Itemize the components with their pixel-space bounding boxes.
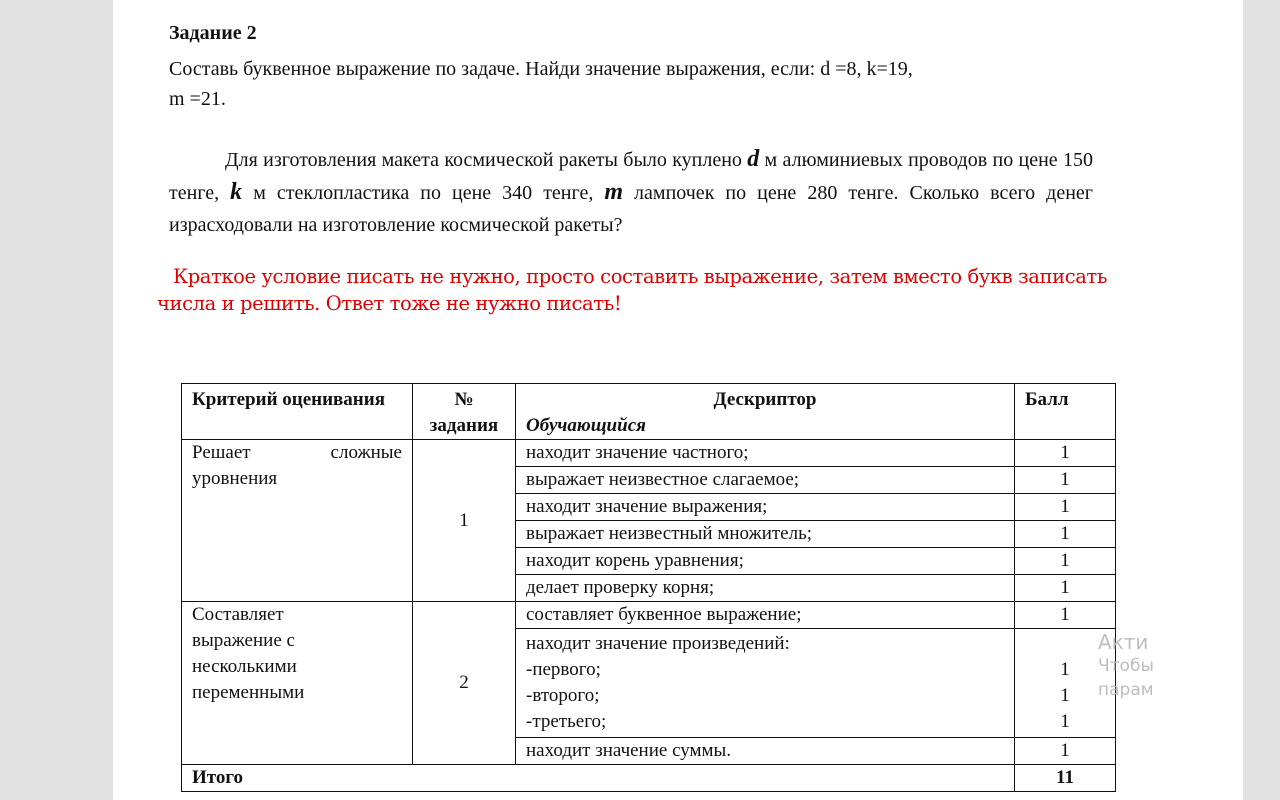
right-scrollbar-track[interactable]	[1243, 0, 1280, 800]
descriptor-cell: делает проверку корня;	[516, 575, 1015, 602]
problem-part-3: м стеклопластика по цене 340 тенге,	[242, 182, 605, 204]
total-score: 11	[1015, 765, 1116, 792]
descriptor-cell: находит значение суммы.	[516, 738, 1015, 765]
document-page	[113, 0, 1243, 800]
criterion-2-line: выражение с	[192, 630, 295, 651]
score-line: 1	[1060, 711, 1070, 732]
score-cell: 1	[1015, 440, 1116, 467]
task-instruction	[169, 54, 1069, 114]
task-instruction-line1: Составь буквенное выражение по задаче. Найди значение выражения, если: d =8, k=19,	[169, 58, 913, 80]
task-instruction-line2: m =21.	[169, 88, 226, 110]
table-header-row	[182, 384, 1116, 440]
criterion-2-line: Составляет	[192, 604, 284, 625]
left-gutter	[0, 0, 113, 800]
score-cell: 1	[1015, 738, 1116, 765]
criterion-2-line: несколькими	[192, 656, 297, 677]
watermark-line3: парам	[1098, 680, 1154, 700]
score-cell: 1	[1015, 521, 1116, 548]
descriptor-cell: находит значение выражения;	[516, 494, 1015, 521]
table-row	[182, 440, 1116, 467]
score-cell: 1	[1015, 467, 1116, 494]
problem-part-4: лампочек по цене 280 тенге. Сколько всего денег израсходовали на изготовление космической ракеты?	[169, 182, 1094, 236]
descriptor-cell: находит значение частного;	[516, 440, 1015, 467]
grading-table	[181, 383, 1116, 792]
table-total-row	[182, 765, 1116, 792]
task-title: Задание 2	[169, 22, 257, 44]
variable-k: k	[230, 179, 243, 205]
warning-note: Краткое условие писать не нужно, просто составить выражение, затем вместо букв записать числа и решить. Ответ тоже не нужно писать!	[157, 265, 1108, 315]
criterion-2-line: переменными	[192, 682, 305, 703]
descriptor-line: -первого;	[526, 659, 601, 680]
problem-part-2: м алюминиевых проводов по цене 150 тенге,	[169, 149, 1094, 204]
header-criterion: Критерий оценивания	[182, 384, 413, 440]
header-task-no: № задания	[413, 384, 516, 440]
descriptor-cell: составляет буквенное выражение;	[516, 602, 1015, 629]
header-score: Балл	[1015, 384, 1116, 440]
criterion-1	[182, 440, 413, 602]
criterion-1-text: Решает сложные уровнения	[192, 442, 402, 489]
problem-part-1: Для изготовления макета космической ракеты было куплено	[225, 149, 748, 171]
score-cell: 1	[1015, 494, 1116, 521]
descriptor-line: -второго;	[526, 685, 600, 706]
total-label: Итого	[182, 765, 1015, 792]
task-no-1: 1	[413, 440, 516, 602]
score-cell: 1	[1015, 575, 1116, 602]
variable-d: d	[747, 146, 760, 172]
watermark-line1: Акти	[1098, 630, 1149, 654]
descriptor-cell-products	[516, 629, 1015, 738]
problem-text	[169, 143, 1093, 241]
task-no-2: 2	[413, 602, 516, 765]
descriptor-cell: находит корень уравнения;	[516, 548, 1015, 575]
header-descriptor-cell	[516, 384, 1015, 440]
descriptor-line: -третьего;	[526, 711, 607, 732]
score-line: 1	[1060, 659, 1070, 680]
score-line: 1	[1060, 685, 1070, 706]
score-cell: 1	[1015, 602, 1116, 629]
score-cell: 1	[1015, 548, 1116, 575]
descriptor-cell: выражает неизвестное слагаемое;	[516, 467, 1015, 494]
descriptor-line: находит значение произведений:	[526, 633, 790, 654]
header-descriptor: Дескриптор	[713, 389, 817, 410]
watermark-line2: Чтобы	[1098, 656, 1154, 676]
header-learner: Обучающийся	[526, 415, 646, 436]
activation-watermark	[1098, 630, 1154, 702]
descriptor-cell: выражает неизвестный множитель;	[516, 521, 1015, 548]
variable-m: m	[604, 179, 624, 205]
criterion-2	[182, 602, 413, 765]
table-row	[182, 602, 1116, 629]
